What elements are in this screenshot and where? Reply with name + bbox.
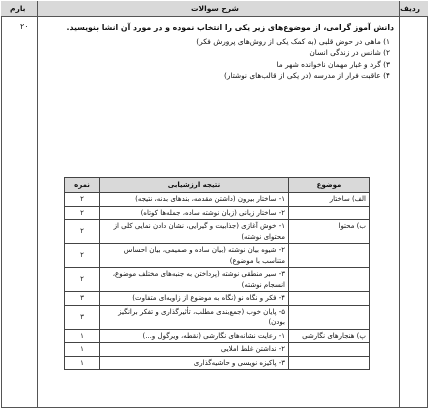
question-intro: دانش آموز گرامی، از موضوع‌های زیر یکی را انتخاب نموده و در مورد آن انشا بنویسید. <box>66 23 394 32</box>
rubric-score: ۲ <box>65 193 100 207</box>
rubric-criterion: ۳- سیر منطقی نوشته (پرداختن به جنبه‌های مختلف موضوع، انسجام نوشته) <box>100 268 289 292</box>
rubric-score: ۱ <box>65 343 100 357</box>
rubric-score: ۱ <box>65 356 100 370</box>
questions-column-header: شرح سوالات <box>191 4 239 13</box>
rubric-score: ۳ <box>65 305 100 329</box>
rubric-criterion: ۳- پاکیزه نویسی و حاشیه‌گذاری <box>100 356 289 370</box>
table-row <box>65 220 370 244</box>
rubric-category <box>289 356 370 370</box>
question-body <box>40 22 394 82</box>
rubric-category: پ) هنجارهای نگارشی <box>289 329 370 343</box>
rubric-score-header: نمره <box>65 178 100 193</box>
table-row <box>65 206 370 220</box>
table-row <box>65 329 370 343</box>
rubric-criterion: ۲- نداشتن غلط املایی <box>100 343 289 357</box>
rubric-criterion: ۲- ساختار زبانی (زبان نوشته ساده، جمله‌ها کوتاه) <box>100 206 289 220</box>
table-row <box>65 356 370 370</box>
table-row <box>65 268 370 292</box>
table-row <box>65 305 370 329</box>
topic-item: ۴) عاقبت فرار از مدرسه (در یکی از قالب‌های نوشتار) <box>223 71 390 80</box>
rubric-topic-header: موضوع <box>289 178 370 193</box>
rubric-result-header: نتیجه ارزشیابی <box>100 178 289 193</box>
row-column-header: ردیف <box>400 4 420 13</box>
rubric-category <box>289 268 370 292</box>
rubric-criterion: ۱- ساختار بیرون (داشتن مقدمه، بندهای بدنه، نتیجه) <box>100 193 289 207</box>
rubric-category <box>289 206 370 220</box>
row-column-divider <box>399 1 400 408</box>
topic-item: ۳) گرد و غبار مهمان ناخوانده شهر ما <box>276 59 390 69</box>
table-row <box>65 244 370 268</box>
score-column-divider <box>37 1 38 408</box>
rubric-score: ۲ <box>65 244 100 268</box>
rubric-score: ۲ <box>65 268 100 292</box>
rubric-category: الف) ساختار <box>289 193 370 207</box>
rubric-category: ب) محتوا <box>289 220 370 244</box>
rubric-score: ۳ <box>65 292 100 306</box>
rubric-score: ۲ <box>65 206 100 220</box>
rubric-table <box>64 177 370 370</box>
rubric-criterion: ۱- رعایت نشانه‌های نگارشی (نقطه، ویرگول و...) <box>100 329 289 343</box>
table-row <box>65 193 370 207</box>
rubric-category <box>289 292 370 306</box>
topic-item: ۱) ماهی در حوض قلبی (به کمک یکی از روش‌های پرورش فکر) <box>196 36 390 46</box>
rubric-category <box>289 343 370 357</box>
table-row <box>65 292 370 306</box>
score-column-header: بارم <box>10 4 26 13</box>
table-row <box>65 343 370 357</box>
rubric-criterion: ۲- شیوه بیان نوشته (بیان ساده و صمیمی، بیان احساس متناسب با موضوع) <box>100 244 289 268</box>
rubric-score: ۲ <box>65 220 100 244</box>
rubric-category <box>289 305 370 329</box>
question-score: ۲۰ <box>20 22 29 31</box>
topic-item: ۲) شانس در زندگی انسان <box>309 48 390 57</box>
rubric-criterion: ۵- پایان خوب (جمع‌بندی مطلب، تأثیرگذاری و تفکر برانگیز بودن) <box>100 305 289 329</box>
rubric-score: ۱ <box>65 329 100 343</box>
rubric-criterion: ۴- فکر و نگاه نو (نگاه به موضوع از زاویه‌ای متفاوت) <box>100 292 289 306</box>
rubric-criterion: ۱- خوش آغازی (جذابیت و گیرایی، نشان دادن نمایی کلی از محتوای نوشته) <box>100 220 289 244</box>
table-header <box>1 1 428 17</box>
rubric-category <box>289 244 370 268</box>
